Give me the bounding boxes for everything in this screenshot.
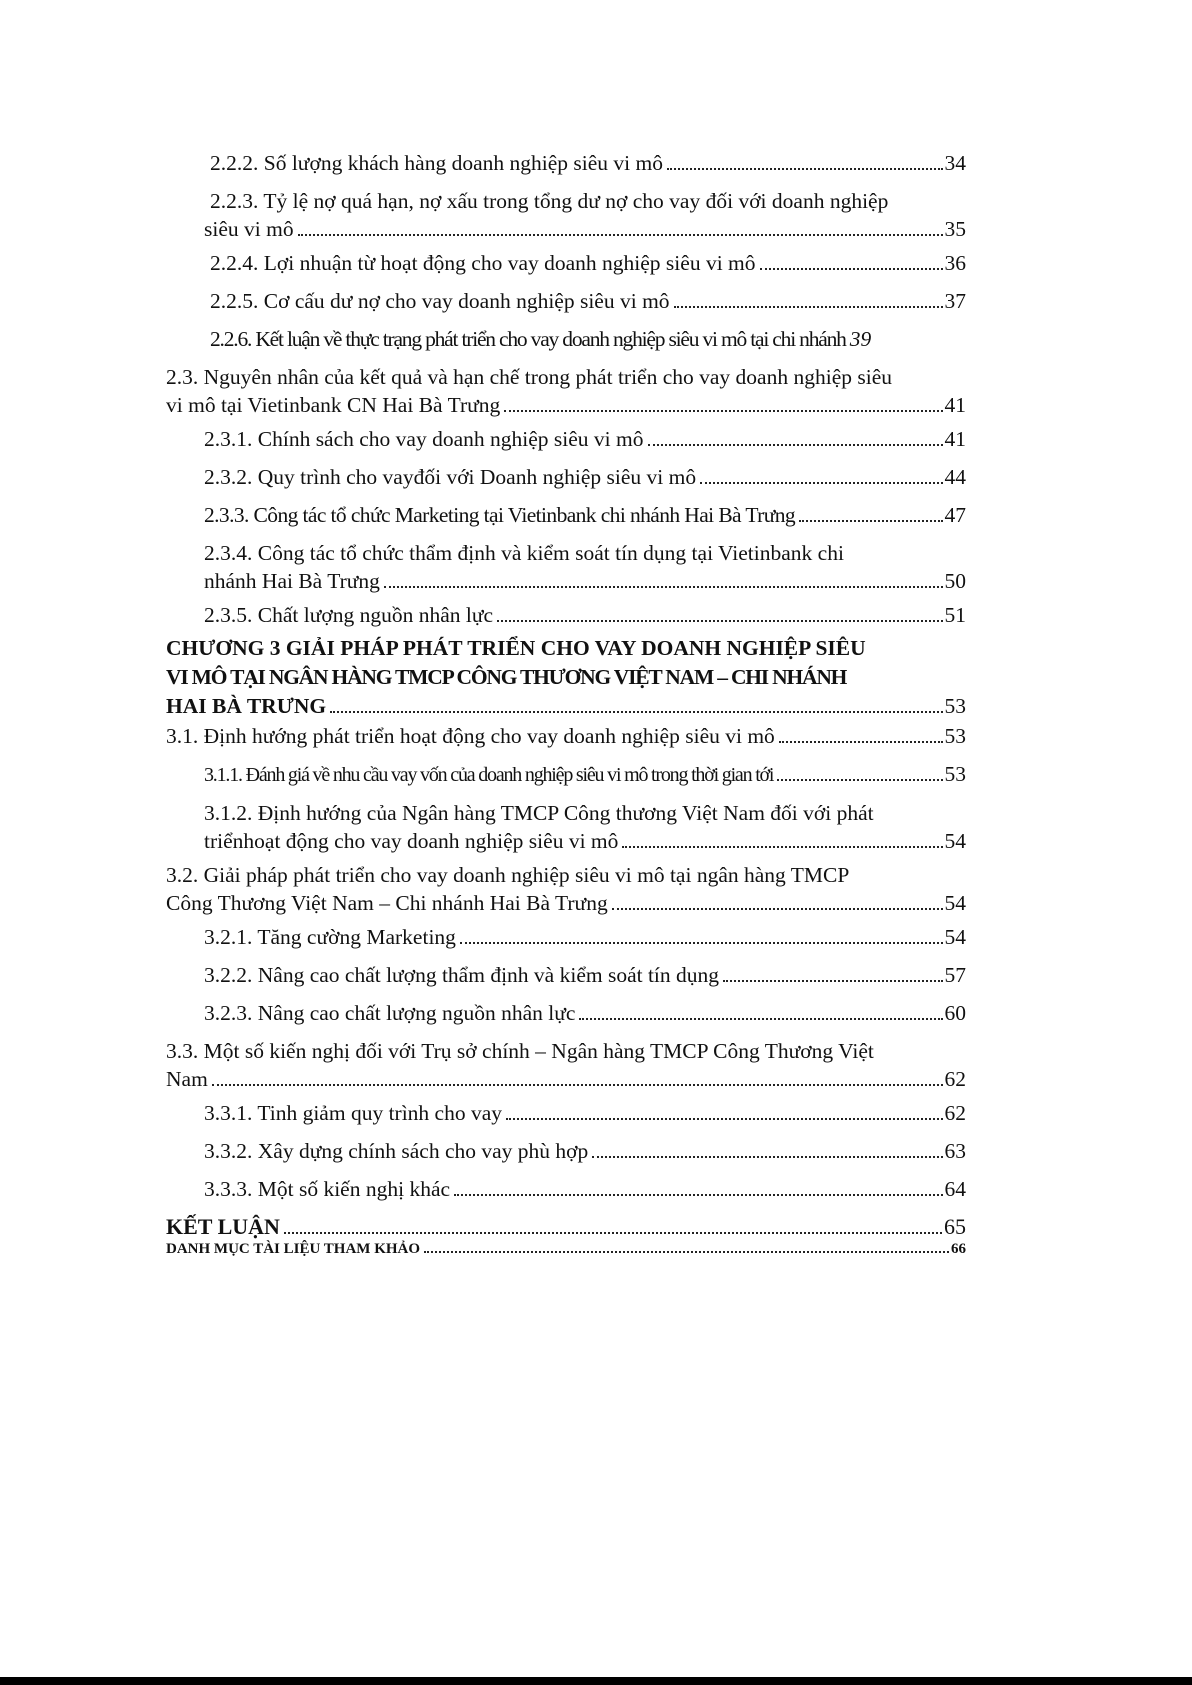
toc-entry-2-3-5[interactable] [166, 600, 966, 630]
toc-entry-3-1-2[interactable] [166, 798, 966, 854]
toc-entry-2-3[interactable] [166, 362, 966, 418]
dot-leader [777, 779, 942, 781]
dot-leader [674, 306, 943, 308]
toc-entry-2-2-2[interactable] [166, 148, 966, 178]
toc-page-number: 44 [944, 465, 966, 489]
toc-page-number: 47 [944, 503, 966, 527]
dot-leader [424, 1251, 949, 1253]
toc-entry-2-2-6[interactable] [166, 324, 966, 354]
toc-page-number: 62 [944, 1101, 966, 1125]
toc-entry-2-3-2[interactable] [166, 462, 966, 492]
toc-page-number: 63 [944, 1139, 966, 1163]
toc-entry-title: 2.2.5. Cơ cấu dư nợ cho vay doanh nghiệp siêu vi mô [210, 289, 670, 313]
chapter-title-line1: CHƯƠNG 3 GIẢI PHÁP PHÁT TRIỂN CHO VAY DOANH NGHIỆP SIÊU [166, 636, 866, 660]
chapter-title-line2: VI MÔ TẠI NGÂN HÀNG TMCP CÔNG THƯƠNG VIỆT NAM – CHI NHÁNH [166, 665, 847, 689]
toc-entry-title-line1: 2.3. Nguyên nhân của kết quả và hạn chế trong phát triển cho vay doanh nghiệp siêu [166, 365, 893, 389]
toc-entry-title: 3.2.1. Tăng cường Marketing [204, 925, 456, 949]
dot-leader [330, 711, 942, 713]
toc-entry-title: 2.2.2. Số lượng khách hàng doanh nghiệp siêu vi mô [210, 151, 663, 175]
toc-page-number: 54 [944, 829, 966, 853]
toc-entry-2-3-4[interactable] [166, 538, 966, 594]
toc-entry-title-line1: 3.2. Giải pháp phát triển cho vay doanh nghiệp siêu vi mô tại ngân hàng TMCP [166, 863, 850, 887]
toc-entry-title-line2: triểnhoạt động cho vay doanh nghiệp siêu vi mô [204, 829, 619, 853]
dot-leader [592, 1156, 942, 1158]
dot-leader [700, 482, 942, 484]
toc-chapter-3[interactable] [166, 634, 966, 721]
toc-page-number: 41 [944, 427, 966, 451]
chapter-title-line3: HAI BÀ TRƯNG [166, 694, 327, 718]
toc-page-number: 62 [944, 1067, 966, 1091]
toc-page-number: 39 [849, 327, 872, 351]
dot-leader [504, 410, 942, 412]
toc-entry-3-1-1[interactable] [166, 759, 966, 790]
toc-entry-title: 2.2.4. Lợi nhuận từ hoạt động cho vay doanh nghiệp siêu vi mô [210, 251, 756, 275]
toc-page-number: 51 [944, 603, 966, 627]
toc-entry-title: KẾT LUẬN [166, 1214, 280, 1239]
toc-entry-3-2[interactable] [166, 860, 966, 916]
toc-page-number: 66 [951, 1241, 966, 1257]
dot-leader [779, 741, 943, 743]
toc-entry-title-line2: nhánh Hai Bà Trưng [204, 569, 380, 593]
toc-entry-3-3-3[interactable] [166, 1174, 966, 1204]
toc-page-number: 36 [944, 251, 966, 275]
toc-entry-2-3-1[interactable] [166, 424, 966, 454]
bottom-edge-bar [0, 1677, 1192, 1685]
toc-page-number: 64 [944, 1177, 966, 1201]
dot-leader [384, 586, 943, 588]
toc-entry-title-line2: vi mô tại Vietinbank CN Hai Bà Trưng [166, 393, 501, 417]
toc-entry-2-2-3[interactable] [166, 186, 966, 242]
dot-leader [723, 980, 942, 982]
toc-page-number: 54 [944, 891, 966, 915]
dot-leader [497, 620, 942, 622]
dot-leader [579, 1018, 942, 1020]
toc-entry-title: 3.2.3. Nâng cao chất lượng nguồn nhân lực [204, 1001, 576, 1025]
toc-page-number: 53 [944, 724, 966, 748]
dot-leader [212, 1084, 943, 1086]
toc-entry-title-line1: 3.1.2. Định hướng của Ngân hàng TMCP Công thương Việt Nam đối với phát [204, 801, 874, 825]
toc-entry-title: 3.3.1. Tinh giảm quy trình cho vay [204, 1101, 503, 1125]
toc-page-number: 53 [944, 694, 966, 718]
toc-entry-title-line2: Nam [166, 1067, 208, 1091]
dot-leader [760, 268, 943, 270]
toc-entry-3-1[interactable] [166, 721, 966, 751]
dot-leader [648, 444, 943, 446]
dot-leader [298, 234, 943, 236]
toc-entry-2-2-5[interactable] [166, 286, 966, 316]
toc-entry-3-2-2[interactable] [166, 960, 966, 990]
toc-entry-3-3-2[interactable] [166, 1136, 966, 1166]
toc-entry-title-line2: Công Thương Việt Nam – Chi nhánh Hai Bà Trưng [166, 891, 608, 915]
toc-entry-3-3-1[interactable] [166, 1098, 966, 1128]
toc-entry-title: 2.3.2. Quy trình cho vayđối với Doanh nghiệp siêu vi mô [204, 465, 697, 489]
toc-entry-title: 3.3.2. Xây dựng chính sách cho vay phù hợp [204, 1139, 589, 1163]
dot-leader [454, 1194, 942, 1196]
toc-entry-title: 3.1.1. Đánh giá về nhu cầu vay vốn của doanh nghiệp siêu vi mô trong thời gian tới [204, 764, 774, 786]
toc-entry-title: 2.2.6. Kết luận về thực trạng phát triển cho vay doanh nghiệp siêu vi mô tại chi nhánh [210, 327, 846, 351]
toc-entry-title-line2: siêu vi mô [204, 217, 294, 241]
toc-entry-title: 3.3.3. Một số kiến nghị khác [204, 1177, 451, 1201]
dot-leader [667, 168, 943, 170]
toc-page-number: 35 [944, 217, 966, 241]
toc-page-number: 60 [944, 1001, 966, 1025]
dot-leader [622, 846, 942, 848]
toc-entry-title-line1: 3.3. Một số kiến nghị đối với Trụ sở chính – Ngân hàng TMCP Công Thương Việt [166, 1039, 874, 1063]
toc-page-number: 50 [944, 569, 966, 593]
table-of-contents [166, 148, 966, 1268]
toc-entry-2-3-3[interactable] [166, 500, 966, 530]
toc-entry-title: 2.3.3. Công tác tổ chức Marketing tại Vietinbank chi nhánh Hai Bà Trưng [204, 503, 796, 527]
toc-entry-title-line1: 2.3.4. Công tác tổ chức thẩm định và kiểm soát tín dụng tại Vietinbank chi [204, 541, 844, 565]
toc-entry-2-2-4[interactable] [166, 248, 966, 278]
dot-leader [284, 1232, 942, 1234]
dot-leader [506, 1118, 942, 1120]
toc-entry-title: 3.1. Định hướng phát triển hoạt động cho vay doanh nghiệp siêu vi mô [166, 724, 775, 748]
toc-page-number: 53 [944, 762, 966, 786]
toc-entry-3-3[interactable] [166, 1036, 966, 1092]
toc-page-number: 34 [944, 151, 966, 175]
toc-page-number: 37 [944, 289, 966, 313]
toc-page-number: 41 [944, 393, 966, 417]
toc-entry-title: 3.2.2. Nâng cao chất lượng thẩm định và kiểm soát tín dụng [204, 963, 720, 987]
toc-entry-3-2-3[interactable] [166, 998, 966, 1028]
toc-entry-title: 2.3.5. Chất lượng nguồn nhân lực [204, 603, 494, 627]
dot-leader [460, 942, 943, 944]
toc-references[interactable] [166, 1238, 966, 1260]
toc-entry-title: 2.3.1. Chính sách cho vay doanh nghiệp siêu vi mô [204, 427, 644, 451]
toc-page-number: 65 [944, 1214, 966, 1239]
toc-entry-3-2-1[interactable] [166, 922, 966, 952]
toc-entry-title-line1: 2.2.3. Tỷ lệ nợ quá hạn, nợ xấu trong tổng dư nợ cho vay đối với doanh nghiệp [210, 189, 889, 213]
dot-leader [799, 520, 942, 522]
toc-entry-title: DANH MỤC TÀI LIỆU THAM KHẢO [166, 1241, 421, 1257]
toc-page-number: 57 [944, 963, 966, 987]
toc-page-number: 54 [944, 925, 966, 949]
dot-leader [612, 908, 943, 910]
